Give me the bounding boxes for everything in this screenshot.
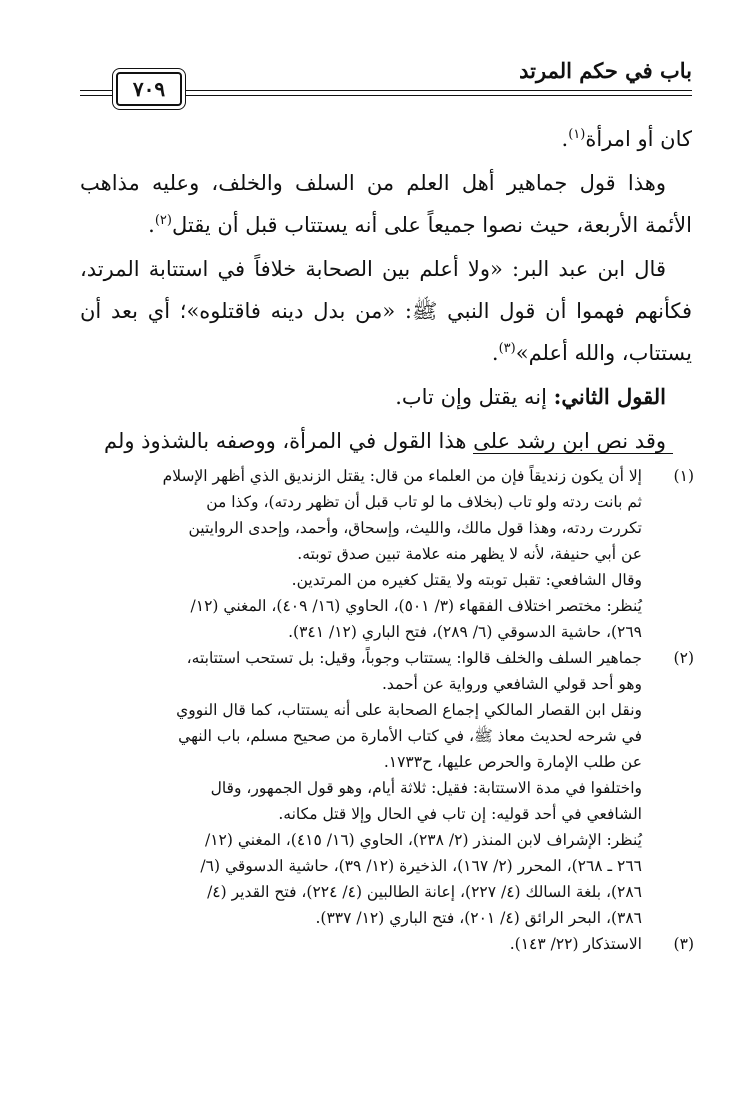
footnote-number: (٣) xyxy=(673,935,694,953)
heading-inline: القول الثاني: xyxy=(553,384,666,409)
footnote: (٢) جماهير السلف والخلف قالوا: يستتاب وجوباً، وقيل: بل تستحب استتابته، وهو أحد قولي الشافعي ورواية عن أحمد. ونقل ابن القصار المالكي إجماع الصحابة على أنه يستتاب، كما قال النووي في شرحه لحديث معاذ ﷺ، في كتاب الأمارة من صحيح مسلم، باب النهي عن طلب الإمارة والحرص عليها، ح١٧٣٣. واختلفوا في مدة الاستتابة: فقيل: ثلاثة أيام، وهو قول الجمهور، وقال الشافعي في أحد قوليه: إن تاب في الحال وإلا قتل مكانه. يُنظر: الإشراف لابن المنذر (٢/ ٢٣٨)، الحاوي (١٦/ ٤١٥)، المغني (١٢/ ٢٦٦ ـ ٢٦٨)، المحرر (٢/ ١٦٧)، الذخيرة (١٢/ ٣٩)، حاشية الدسوقي (٦/ ٢٨٦)، بلغة السالك (٤/ ٢٢٧)، إعانة الطالبين (٤/ ٢٢٤)، فتح القدير (٤/ ٣٨٦)، البحر الرائق (٤/ ٢٠١)، فتح الباري (١٢/ ٣٣٧). xyxy=(80,645,694,931)
footnote-ref[interactable]: (٣) xyxy=(498,341,516,356)
footnote-number: (٢) xyxy=(673,649,694,667)
paragraph: وقد نص ابن رشد على هذا القول في المرأة، ووصفه بالشذوذ ولم xyxy=(103,429,666,453)
footnote-separator xyxy=(473,453,673,454)
main-text xyxy=(80,118,692,464)
footnote-number: (١) xyxy=(673,467,694,485)
footnote-ref[interactable]: (١) xyxy=(568,127,586,142)
chapter-title: باب في حكم المرتد xyxy=(519,58,692,83)
footnotes xyxy=(80,463,694,957)
paragraph: القول الثاني: إنه يقتل وإن تاب. xyxy=(395,384,666,409)
paragraph: كان أو امرأة$^{(١)}$. xyxy=(561,127,692,151)
footnote: (١) إلا أن يكون زنديقاً فإن من العلماء من قال: يقتل الزنديق الذي أظهر الإسلام ثم بانت ردته ولو تاب (بخلاف ما لو تاب قبل أن تظهر ردته)، وكذا من تكررت ردته، وهذا قول مالك، والليث، وإسحاق، وأحمد، وإحدى الروايتين عن أبي حنيفة، لأنه لا يظهر منه علامة تبين صدق توبته. وقال الشافعي: تقبل توبته ولا يقتل كغيره من المرتدين. يُنظر: مختصر اختلاف الفقهاء (٣/ ٥٠١)، الحاوي (١٦/ ٤٠٩)، المغني (١٢/ ٢٦٩)، حاشية الدسوقي (٦/ ٢٨٩)، فتح الباري (١٢/ ٣٤١). xyxy=(80,463,694,645)
paragraph: وهذا قول جماهير أهل العلم من السلف والخلف، وعليه مذاهب الأئمة الأربعة، حيث نصوا جميعاً على أنه يستتاب قبل أن يقتل$^{(٢)}$. xyxy=(80,171,692,237)
page-number: ٧٠٩ xyxy=(116,72,182,106)
footnote-ref[interactable]: (٢) xyxy=(154,213,172,228)
paragraph: قال ابن عبد البر: «ولا أعلم بين الصحابة خلافاً في استتابة المرتد، فكأنهم فهموا أن قول النبي ﷺ: «من بدل دينه فاقتلوه»؛ أي بعد أن يستتاب، والله أعلم»$^{(٣)}$. xyxy=(80,257,692,365)
footnote: (٣) الاستذكار (٢٢/ ١٤٣). xyxy=(80,931,694,957)
running-header xyxy=(80,54,692,108)
